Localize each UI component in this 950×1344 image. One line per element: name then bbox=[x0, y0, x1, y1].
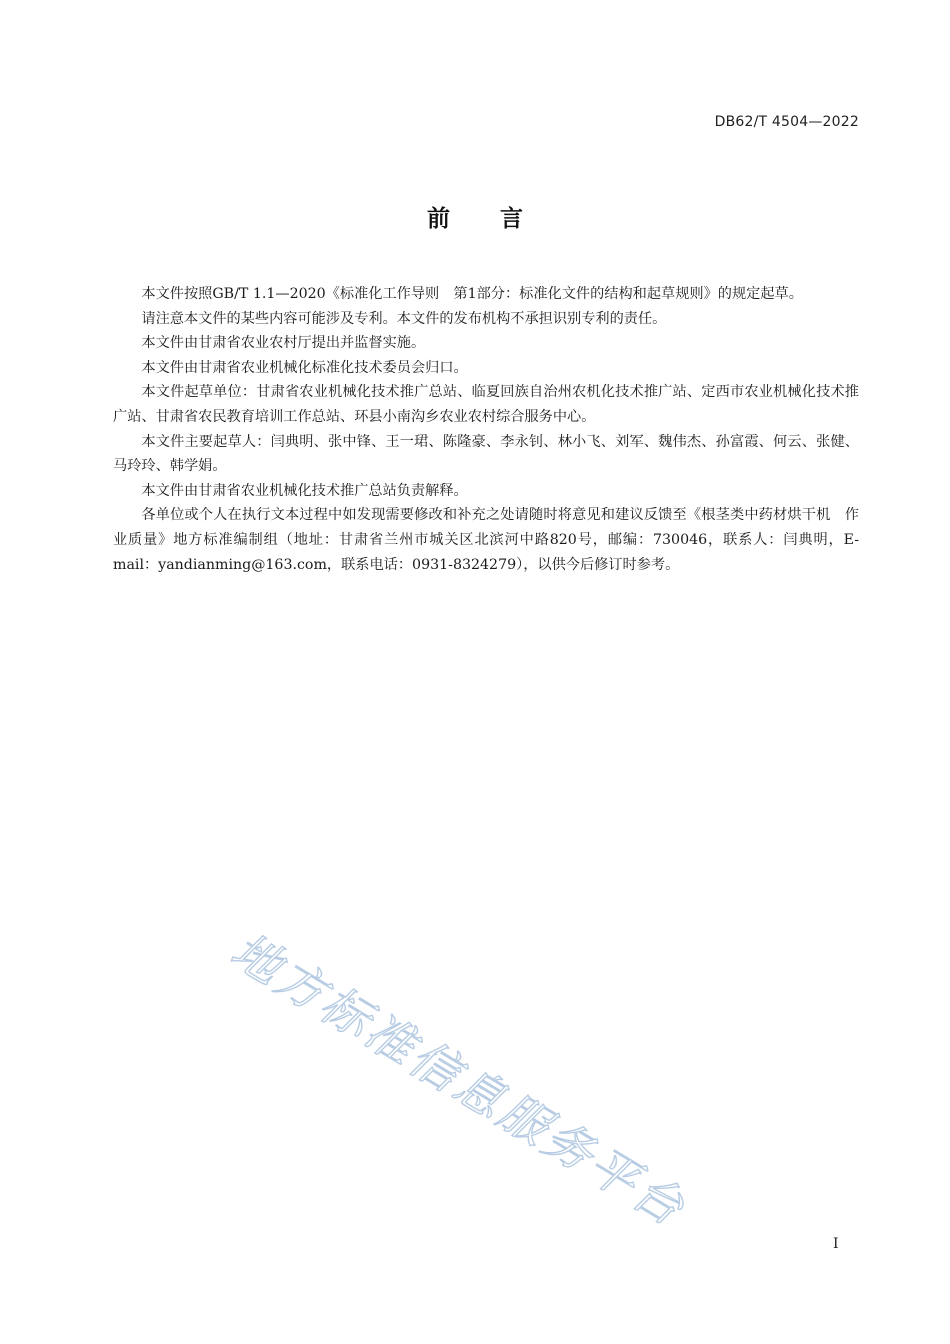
paragraph-proposer: 本文件由甘肃省农业农村厅提出并监督实施。 bbox=[141, 335, 426, 352]
page-number: I bbox=[833, 1236, 839, 1252]
paragraph-administrator: 本文件由甘肃省农业机械化标准化技术委员会归口。 bbox=[141, 359, 468, 376]
paragraph-drafters: 本文件主要起草人：闫典明、张中锋、王一珺、陈隆豪、李永钊、林小飞、刘军、魏伟杰、孙富霞、何云、张健、马玲玲、韩学娟。 bbox=[113, 433, 859, 475]
paragraph-drafting-units: 本文件起草单位：甘肃省农业机械化技术推广总站、临夏回族自治州农机化技术推广站、定西市农业机械化技术推广站、甘肃省农民教育培训工作总站、环县小南沟乡农业农村综合服务中心。 bbox=[113, 384, 859, 425]
title-char-1: 前 bbox=[427, 206, 450, 232]
paragraph-drafting-rules: 本文件按照GB/T 1.1—2020《标准化工作导则 第1部分：标准化文件的结构和起草规则》的规定起草。 bbox=[141, 286, 803, 302]
watermark: 地方标准信息服务平台 bbox=[221, 922, 696, 1239]
page-title bbox=[0, 200, 950, 233]
title-char-2: 言 bbox=[500, 206, 523, 232]
paragraph-feedback: 各单位或个人在执行文本过程中如发现需要修改和补充之处请随时将意见和建议反馈至《根茎类中药材烘干机 作业质量》地方标准编制组（地址：甘肃省兰州市城关区北滨河中路820号，邮编：730046，联系人：闫典明，E-mail：yandianming@163.com，联系电话：0931-8324279），以供今后修订时参考。 bbox=[113, 507, 859, 573]
foreword-body bbox=[113, 282, 859, 577]
paragraph-patent-notice: 请注意本文件的某些内容可能涉及专利。本文件的发布机构不承担识别专利的责任。 bbox=[141, 310, 667, 327]
paragraph-interpretation: 本文件由甘肃省农业机械化技术推广总站负责解释。 bbox=[141, 482, 468, 499]
document-code: DB62/T 4504—2022 bbox=[714, 114, 859, 130]
